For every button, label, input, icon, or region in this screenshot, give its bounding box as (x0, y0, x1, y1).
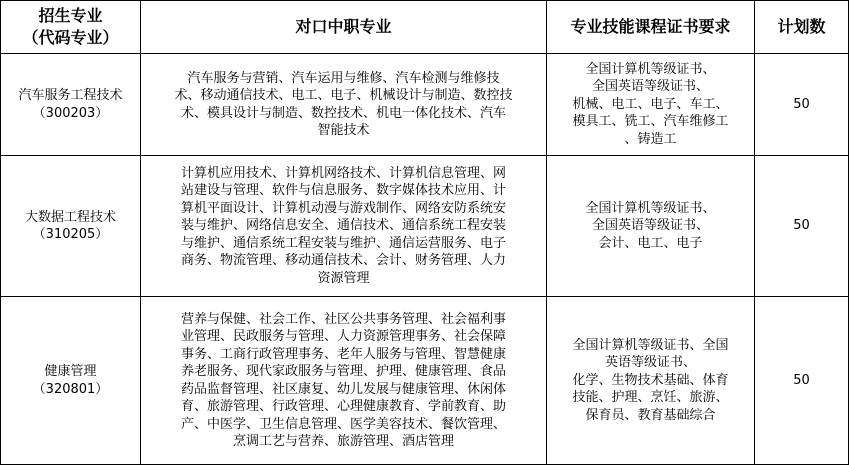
secondary-line: 站建设与管理、软件与信息服务、数字媒体技术应用、计 (180, 183, 506, 199)
secondary-line: 营养与保健、社会工作、社区公共事务管理、社会福利事 (180, 311, 506, 327)
major-cell (1, 297, 141, 465)
secondary-line: 烹调工艺与营养、旅游管理、酒店管理 (232, 434, 454, 449)
table-row (1, 156, 849, 297)
secondary-line: 汽车服务与营销、汽车运用与维修、汽车检测与维修技 (187, 70, 500, 86)
cert-line: 全国计算机等级证书、 (585, 200, 716, 216)
secondary-majors-cell (141, 54, 547, 156)
secondary-line: 资源管理 (317, 270, 370, 286)
secondary-line: 业管理、民政服务与管理、人力资源管理事务、社会保障 (180, 329, 506, 344)
secondary-line: 育、旅游管理、行政管理、心理健康教育、学前教育、助 (180, 399, 506, 414)
certificates-cell (547, 54, 755, 156)
major-name: 汽车服务工程技术 (18, 88, 123, 103)
cert-line: 模具工、铣工、汽车维修工 (572, 114, 729, 130)
major-cell (1, 54, 141, 156)
cert-line: 全国英语等级证书、 (591, 218, 709, 234)
table-row (1, 297, 849, 465)
major-code: （300203） (32, 105, 109, 121)
plan-count: 50 (755, 156, 849, 297)
secondary-line: 事务、工商行政管理事务、老年人服务与管理、智慧健康 (180, 346, 506, 362)
secondary-line: 术、模具设计与制造、数控技术、机电一体化技术、汽车 (180, 105, 506, 121)
plan-count: 50 (755, 297, 849, 465)
secondary-line: 术、移动通信技术、电工、电子、机械设计与制造、数控技 (174, 88, 513, 103)
header-major-line1: 招生专业 (38, 6, 103, 25)
secondary-line: 算机平面设计、计算机动漫与游戏制作、网络安防系统安 (180, 200, 506, 216)
header-secondary: 对口中职专业 (141, 1, 547, 54)
cert-line: 全国英语等级证书、 (591, 79, 709, 95)
cert-line: 化学、生物技术基础、体育 (572, 372, 729, 388)
secondary-line: 产、中医学、卫生信息管理、医学美容技术、餐饮管理、 (180, 416, 506, 432)
major-cell (1, 156, 141, 297)
secondary-majors-cell (141, 156, 547, 297)
certificates-cell (547, 156, 755, 297)
plan-count: 50 (755, 54, 849, 156)
certificates-cell (547, 297, 755, 465)
secondary-line: 计算机应用技术、计算机网络技术、计算机信息管理、网 (180, 165, 506, 181)
major-name: 健康管理 (44, 364, 97, 379)
secondary-line: 与维护、通信系统工程安装与维护、通信运营服务、电子 (180, 235, 506, 251)
header-major (1, 1, 141, 54)
cert-line: 、铸造工 (624, 131, 677, 147)
header-plan: 计划数 (755, 1, 849, 54)
cert-line: 机械、电工、电子、车工、 (572, 96, 729, 112)
cert-line: 全国计算机等级证书、 (585, 61, 716, 77)
cert-line: 会计、电工、电子 (598, 235, 703, 251)
secondary-line: 药品监督管理、社区康复、幼儿发展与健康管理、休闲体 (180, 381, 506, 397)
cert-line: 全国计算机等级证书、全国 (572, 337, 729, 353)
cert-line: 技能、护理、烹饪、旅游、 (572, 390, 729, 406)
major-code: （320801） (32, 381, 109, 397)
secondary-line: 商务、物流管理、移动通信技术、会计、财务管理、人力 (180, 253, 506, 269)
secondary-line: 智能技术 (317, 123, 370, 138)
cert-line: 保育员、教育基础综合 (585, 407, 716, 423)
table-row (1, 54, 849, 156)
secondary-majors-cell (141, 297, 547, 465)
header-major-line2: （代码专业） (22, 28, 119, 47)
secondary-line: 装与维护、网络信息安全、通信技术、通信系统工程安装 (180, 218, 506, 234)
header-certificates: 专业技能课程证书要求 (547, 1, 755, 54)
cert-line: 英语等级证书、 (604, 355, 696, 371)
header-row (1, 1, 849, 54)
major-code: （310205） (32, 227, 109, 242)
major-name: 大数据工程技术 (24, 209, 116, 225)
secondary-line: 养老服务、现代家政服务与管理、护理、健康管理、食品 (180, 364, 506, 379)
